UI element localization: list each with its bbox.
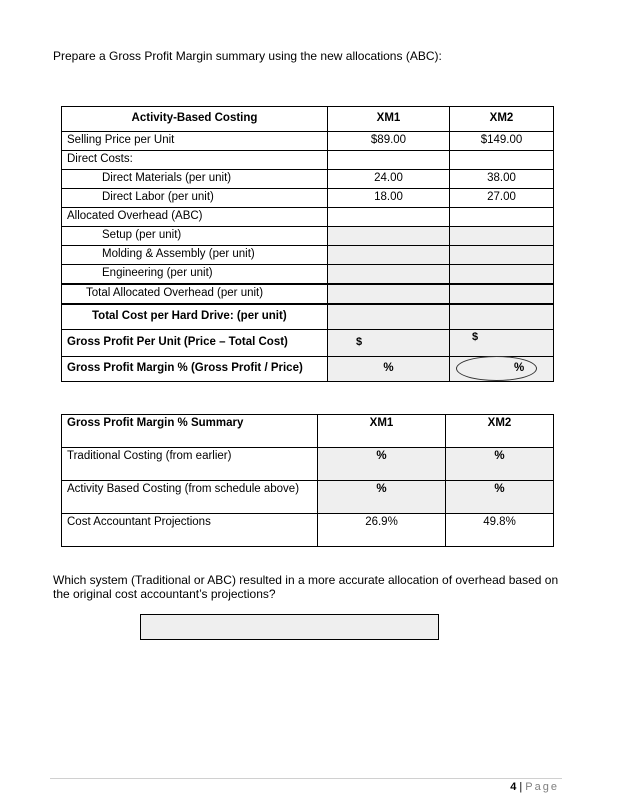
direct-costs-row bbox=[62, 151, 554, 170]
total-cost-xm1-input[interactable] bbox=[328, 304, 450, 330]
setup-label: Setup (per unit) bbox=[62, 227, 328, 246]
summary-traditional-xm2-input[interactable]: % bbox=[446, 448, 554, 481]
gross-profit-row bbox=[62, 330, 554, 357]
total-overhead-row bbox=[62, 284, 554, 304]
allocated-overhead-xm1-cell bbox=[328, 208, 450, 227]
direct-labor-label: Direct Labor (per unit) bbox=[62, 189, 328, 208]
direct-labor-xm1: 18.00 bbox=[328, 189, 450, 208]
gross-profit-xm1-input[interactable] bbox=[328, 330, 450, 357]
engineering-row bbox=[62, 265, 554, 285]
summary-traditional-row bbox=[62, 448, 554, 481]
summary-projections-xm2: 49.8% bbox=[446, 514, 554, 547]
circled-annotation bbox=[456, 356, 537, 381]
gross-profit-xm1-symbol: $ bbox=[356, 336, 363, 349]
total-overhead-xm2-input[interactable] bbox=[450, 284, 554, 304]
summary-projections-row bbox=[62, 514, 554, 547]
allocated-overhead-label: Allocated Overhead (ABC) bbox=[62, 208, 328, 227]
summary-abc-xm1-input[interactable]: % bbox=[318, 481, 446, 514]
total-cost-label: Total Cost per Hard Drive: (per unit) bbox=[62, 304, 328, 330]
footer-divider bbox=[50, 778, 562, 779]
direct-materials-label: Direct Materials (per unit) bbox=[62, 170, 328, 189]
question-text: Which system (Traditional or ABC) resulted in a more accurate allocation of overhead based on the original cost accountant’s projections? bbox=[53, 573, 559, 601]
summary-traditional-xm1-input[interactable]: % bbox=[318, 448, 446, 481]
gross-profit-xm2-input[interactable] bbox=[450, 330, 554, 357]
page-label: Page bbox=[525, 781, 559, 793]
total-overhead-xm1-input[interactable] bbox=[328, 284, 450, 304]
summary-header-label: Gross Profit Margin % Summary bbox=[62, 415, 318, 448]
page-number: 4 bbox=[510, 781, 517, 793]
total-overhead-label: Total Allocated Overhead (per unit) bbox=[62, 284, 328, 304]
setup-xm2-input[interactable] bbox=[450, 227, 554, 246]
summary-header-row bbox=[62, 415, 554, 448]
direct-labor-row bbox=[62, 189, 554, 208]
engineering-label: Engineering (per unit) bbox=[62, 265, 328, 285]
abc-header-xm1: XM1 bbox=[328, 107, 450, 132]
summary-header-xm1: XM1 bbox=[318, 415, 446, 448]
summary-header-xm2: XM2 bbox=[446, 415, 554, 448]
direct-materials-xm2: 38.00 bbox=[450, 170, 554, 189]
engineering-xm1-input[interactable] bbox=[328, 265, 450, 285]
gross-margin-xm1-symbol: % bbox=[383, 362, 394, 375]
abc-header-label: Activity-Based Costing bbox=[62, 107, 328, 132]
direct-costs-xm2-cell bbox=[450, 151, 554, 170]
activity-based-costing-table bbox=[61, 106, 554, 382]
selling-price-label: Selling Price per Unit bbox=[62, 132, 328, 151]
gross-profit-label: Gross Profit Per Unit (Price – Total Cost) bbox=[62, 330, 328, 357]
total-cost-xm2-input[interactable] bbox=[450, 304, 554, 330]
answer-input[interactable] bbox=[140, 614, 439, 640]
direct-labor-xm2: 27.00 bbox=[450, 189, 554, 208]
molding-label: Molding & Assembly (per unit) bbox=[62, 246, 328, 265]
summary-projections-label: Cost Accountant Projections bbox=[62, 514, 318, 547]
gross-margin-xm1-input[interactable] bbox=[328, 357, 450, 382]
direct-costs-label: Direct Costs: bbox=[62, 151, 328, 170]
allocated-overhead-xm2-cell bbox=[450, 208, 554, 227]
selling-price-xm1: $89.00 bbox=[328, 132, 450, 151]
footer-separator: | bbox=[519, 781, 523, 793]
total-cost-row bbox=[62, 304, 554, 330]
molding-row bbox=[62, 246, 554, 265]
summary-traditional-label: Traditional Costing (from earlier) bbox=[62, 448, 318, 481]
summary-abc-label: Activity Based Costing (from schedule above) bbox=[62, 481, 318, 514]
molding-xm2-input[interactable] bbox=[450, 246, 554, 265]
gross-margin-xm2-symbol: % bbox=[514, 362, 525, 375]
direct-costs-xm1-cell bbox=[328, 151, 450, 170]
selling-price-row bbox=[62, 132, 554, 151]
selling-price-xm2: $149.00 bbox=[450, 132, 554, 151]
molding-xm1-input[interactable] bbox=[328, 246, 450, 265]
gross-margin-label: Gross Profit Margin % (Gross Profit / Price) bbox=[62, 357, 328, 382]
summary-abc-row bbox=[62, 481, 554, 514]
gross-profit-xm2-symbol: $ bbox=[472, 331, 479, 343]
abc-header-row bbox=[62, 107, 554, 132]
gross-profit-margin-summary-table bbox=[61, 414, 554, 547]
setup-xm1-input[interactable] bbox=[328, 227, 450, 246]
direct-materials-row bbox=[62, 170, 554, 189]
setup-row bbox=[62, 227, 554, 246]
direct-materials-xm1: 24.00 bbox=[328, 170, 450, 189]
summary-projections-xm1: 26.9% bbox=[318, 514, 446, 547]
summary-abc-xm2-input[interactable]: % bbox=[446, 481, 554, 514]
page-footer bbox=[510, 781, 559, 793]
instruction-text: Prepare a Gross Profit Margin summary using the new allocations (ABC): bbox=[53, 49, 442, 63]
allocated-overhead-row bbox=[62, 208, 554, 227]
abc-header-xm2: XM2 bbox=[450, 107, 554, 132]
engineering-xm2-input[interactable] bbox=[450, 265, 554, 285]
